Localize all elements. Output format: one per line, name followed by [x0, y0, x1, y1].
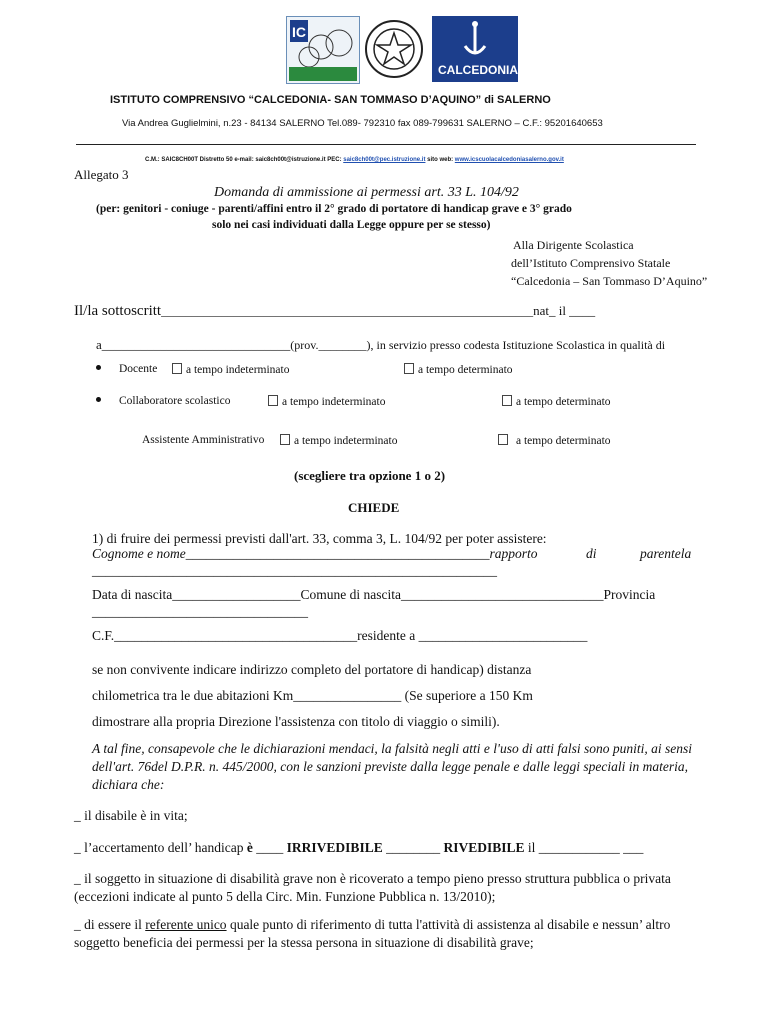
allegato-label: Allegato 3: [74, 167, 129, 182]
checkbox-icon[interactable]: [502, 395, 512, 406]
convivente-line-2[interactable]: chilometrica tra le due abitazioni Km________________ (Se superiore a 150 Km: [92, 688, 533, 703]
chiede-heading: CHIEDE: [348, 500, 400, 515]
school-contacts: C.M.: SAIC8CH00T Distretto 50 e-mail: saic8ch00t@istruzione.it PEC: saic8ch00t@pec.istruzione.it sito web: www.icscuolacalcedoniasalerno.gov.it: [145, 157, 564, 163]
docente-determinato-option[interactable]: a tempo determinato: [404, 363, 513, 376]
svg-text:CALCEDONIA: CALCEDONIA: [438, 63, 518, 77]
rivedibile-option[interactable]: RIVEDIBILE: [443, 840, 525, 855]
school-name: ISTITUTO COMPRENSIVO “CALCEDONIA- SAN TOMMASO D’AQUINO” di SALERNO: [110, 94, 551, 106]
role-docente-row: [96, 363, 157, 375]
declaration-4: _ di essere il referente unico quale punto di riferimento di tutta l'attività di assistenza al disabile e nessun’ altro soggetto beneficia dei permessi per la stessa persona in situazione di disabilità grave;: [74, 917, 671, 950]
school-address: Via Andrea Guglielmini, n.23 - 84134 SALERNO Tel.089- 792310 fax 089-799631 SALERNO – C.F.: 95201640653: [122, 118, 603, 129]
checkbox-icon[interactable]: [498, 434, 508, 445]
parentela-label: parentela: [640, 546, 692, 561]
role-docente-label: Docente: [119, 363, 158, 375]
recipient-line-3: “Calcedonia – San Tommaso D’Aquino”: [511, 274, 708, 288]
cognome-row: Cognome e nome_____________________________________________rapporto: [92, 546, 538, 561]
convivente-line-1: se non convivente indicare indirizzo completo del portatore di handicap) distanza: [92, 662, 532, 677]
applicant-name-row: [74, 303, 595, 320]
convivente-line-3: dimostrare alla propria Direzione l'assistenza con titolo di viaggio o simili).: [92, 714, 500, 729]
form-subtitle-1: (per: genitori - coniuge - parenti/affini entro il 2° grado di portatore di handicap grave e 3° grado: [96, 203, 572, 215]
parentela-field[interactable]: ____________________________________________________________: [92, 563, 497, 578]
applicant-label: Il/la sottoscritt: [74, 303, 162, 319]
bullet-icon: [96, 397, 101, 402]
form-title: Domanda di ammissione ai permessi art. 33 L. 104/92: [214, 185, 519, 200]
role-collaboratore-label: Collaboratore scolastico: [119, 395, 231, 407]
checkbox-icon[interactable]: [268, 395, 278, 406]
irrivedibile-option[interactable]: IRRIVEDIBILE: [286, 840, 383, 855]
assistente-determinato-option[interactable]: a tempo determinato: [498, 434, 611, 447]
birthplace-field[interactable]: _____________________________: [101, 337, 291, 352]
collaboratore-determinato-option[interactable]: a tempo determinato: [502, 395, 611, 408]
role-assistente-label: Assistente Amministrativo: [142, 434, 265, 446]
svg-text:IC: IC: [292, 24, 306, 40]
calcedonia-logo: [432, 16, 518, 82]
assistente-indeterminato-option[interactable]: a tempo indeterminato: [280, 434, 397, 447]
checkbox-icon[interactable]: [404, 363, 414, 374]
declaration-1: _ il disabile è in vita;: [74, 808, 188, 823]
school-logo-ic: [286, 16, 360, 84]
declaration-intro: A tal fine, consapevole che le dichiarazioni mendaci, la falsità negli atti e l'uso di atti falsi sono puniti, ai sensi dell'art. 76del D.P.R. n. 445/2000, con le sanzioni previste dalla legge penale e dalle leggi speciali in materia, dichiara che:: [92, 741, 692, 792]
docente-indeterminato-option[interactable]: a tempo indeterminato: [172, 363, 289, 376]
option-1-text: 1) di fruire dei permessi previsti dall'art. 33, comma 3, L. 104/92 per poter assistere:: [92, 531, 547, 546]
recipient-line-1: Alla Dirigente Scolastica: [513, 238, 634, 252]
birthplace-row: a_____________________________(prov.________), in servizio presso codesta Istituzione Scolastica in qualità di: [96, 337, 666, 352]
cognome-field[interactable]: _____________________________________________: [185, 546, 490, 561]
pec-link[interactable]: saic8ch00t@pec.istruzione.it: [343, 157, 426, 163]
recipient-line-2: dell’Istituto Comprensivo Statale: [511, 256, 671, 270]
declaration-3: _ il soggetto in situazione di disabilità grave non è ricoverato a tempo pieno presso struttura pubblica o privata (eccezioni indicate al punto 5 della Circ. Min. Funzione Pubblica n. 13/2010);: [74, 871, 671, 904]
choose-option-note: (scegliere tra opzione 1 o 2): [294, 468, 446, 483]
checkbox-icon[interactable]: [172, 363, 182, 374]
website-link[interactable]: www.icscuolacalcedoniasalerno.gov.it: [454, 157, 564, 163]
collaboratore-indeterminato-option[interactable]: a tempo indeterminato: [268, 395, 385, 408]
birth-data-row[interactable]: Data di nascita___________________Comune di nascita______________________________Provincia: [92, 587, 656, 602]
role-collaboratore-row: [96, 395, 230, 407]
born-label: nat_ il ____: [533, 303, 596, 318]
di-label: di: [586, 546, 597, 561]
service-text: (prov.________), in servizio presso codesta Istituzione Scolastica in qualità di: [290, 338, 666, 352]
applicant-name-field[interactable]: ______________________________________________________________: [161, 304, 534, 318]
declaration-2: _ l’accertamento dell’ handicap è ____ IRRIVEDIBILE ________ RIVEDIBILE il ____________ ___: [74, 840, 644, 855]
province-field[interactable]: ________________________________: [92, 604, 308, 619]
cf-residence-row[interactable]: C.F.____________________________________residente a _________________________: [92, 628, 588, 643]
form-subtitle-2: solo nei casi individuati dalla Legge oppure per se stesso): [212, 219, 491, 231]
italian-republic-emblem: [363, 16, 425, 82]
checkbox-icon[interactable]: [280, 434, 290, 445]
bullet-icon: [96, 365, 101, 370]
header-divider: [76, 144, 696, 145]
